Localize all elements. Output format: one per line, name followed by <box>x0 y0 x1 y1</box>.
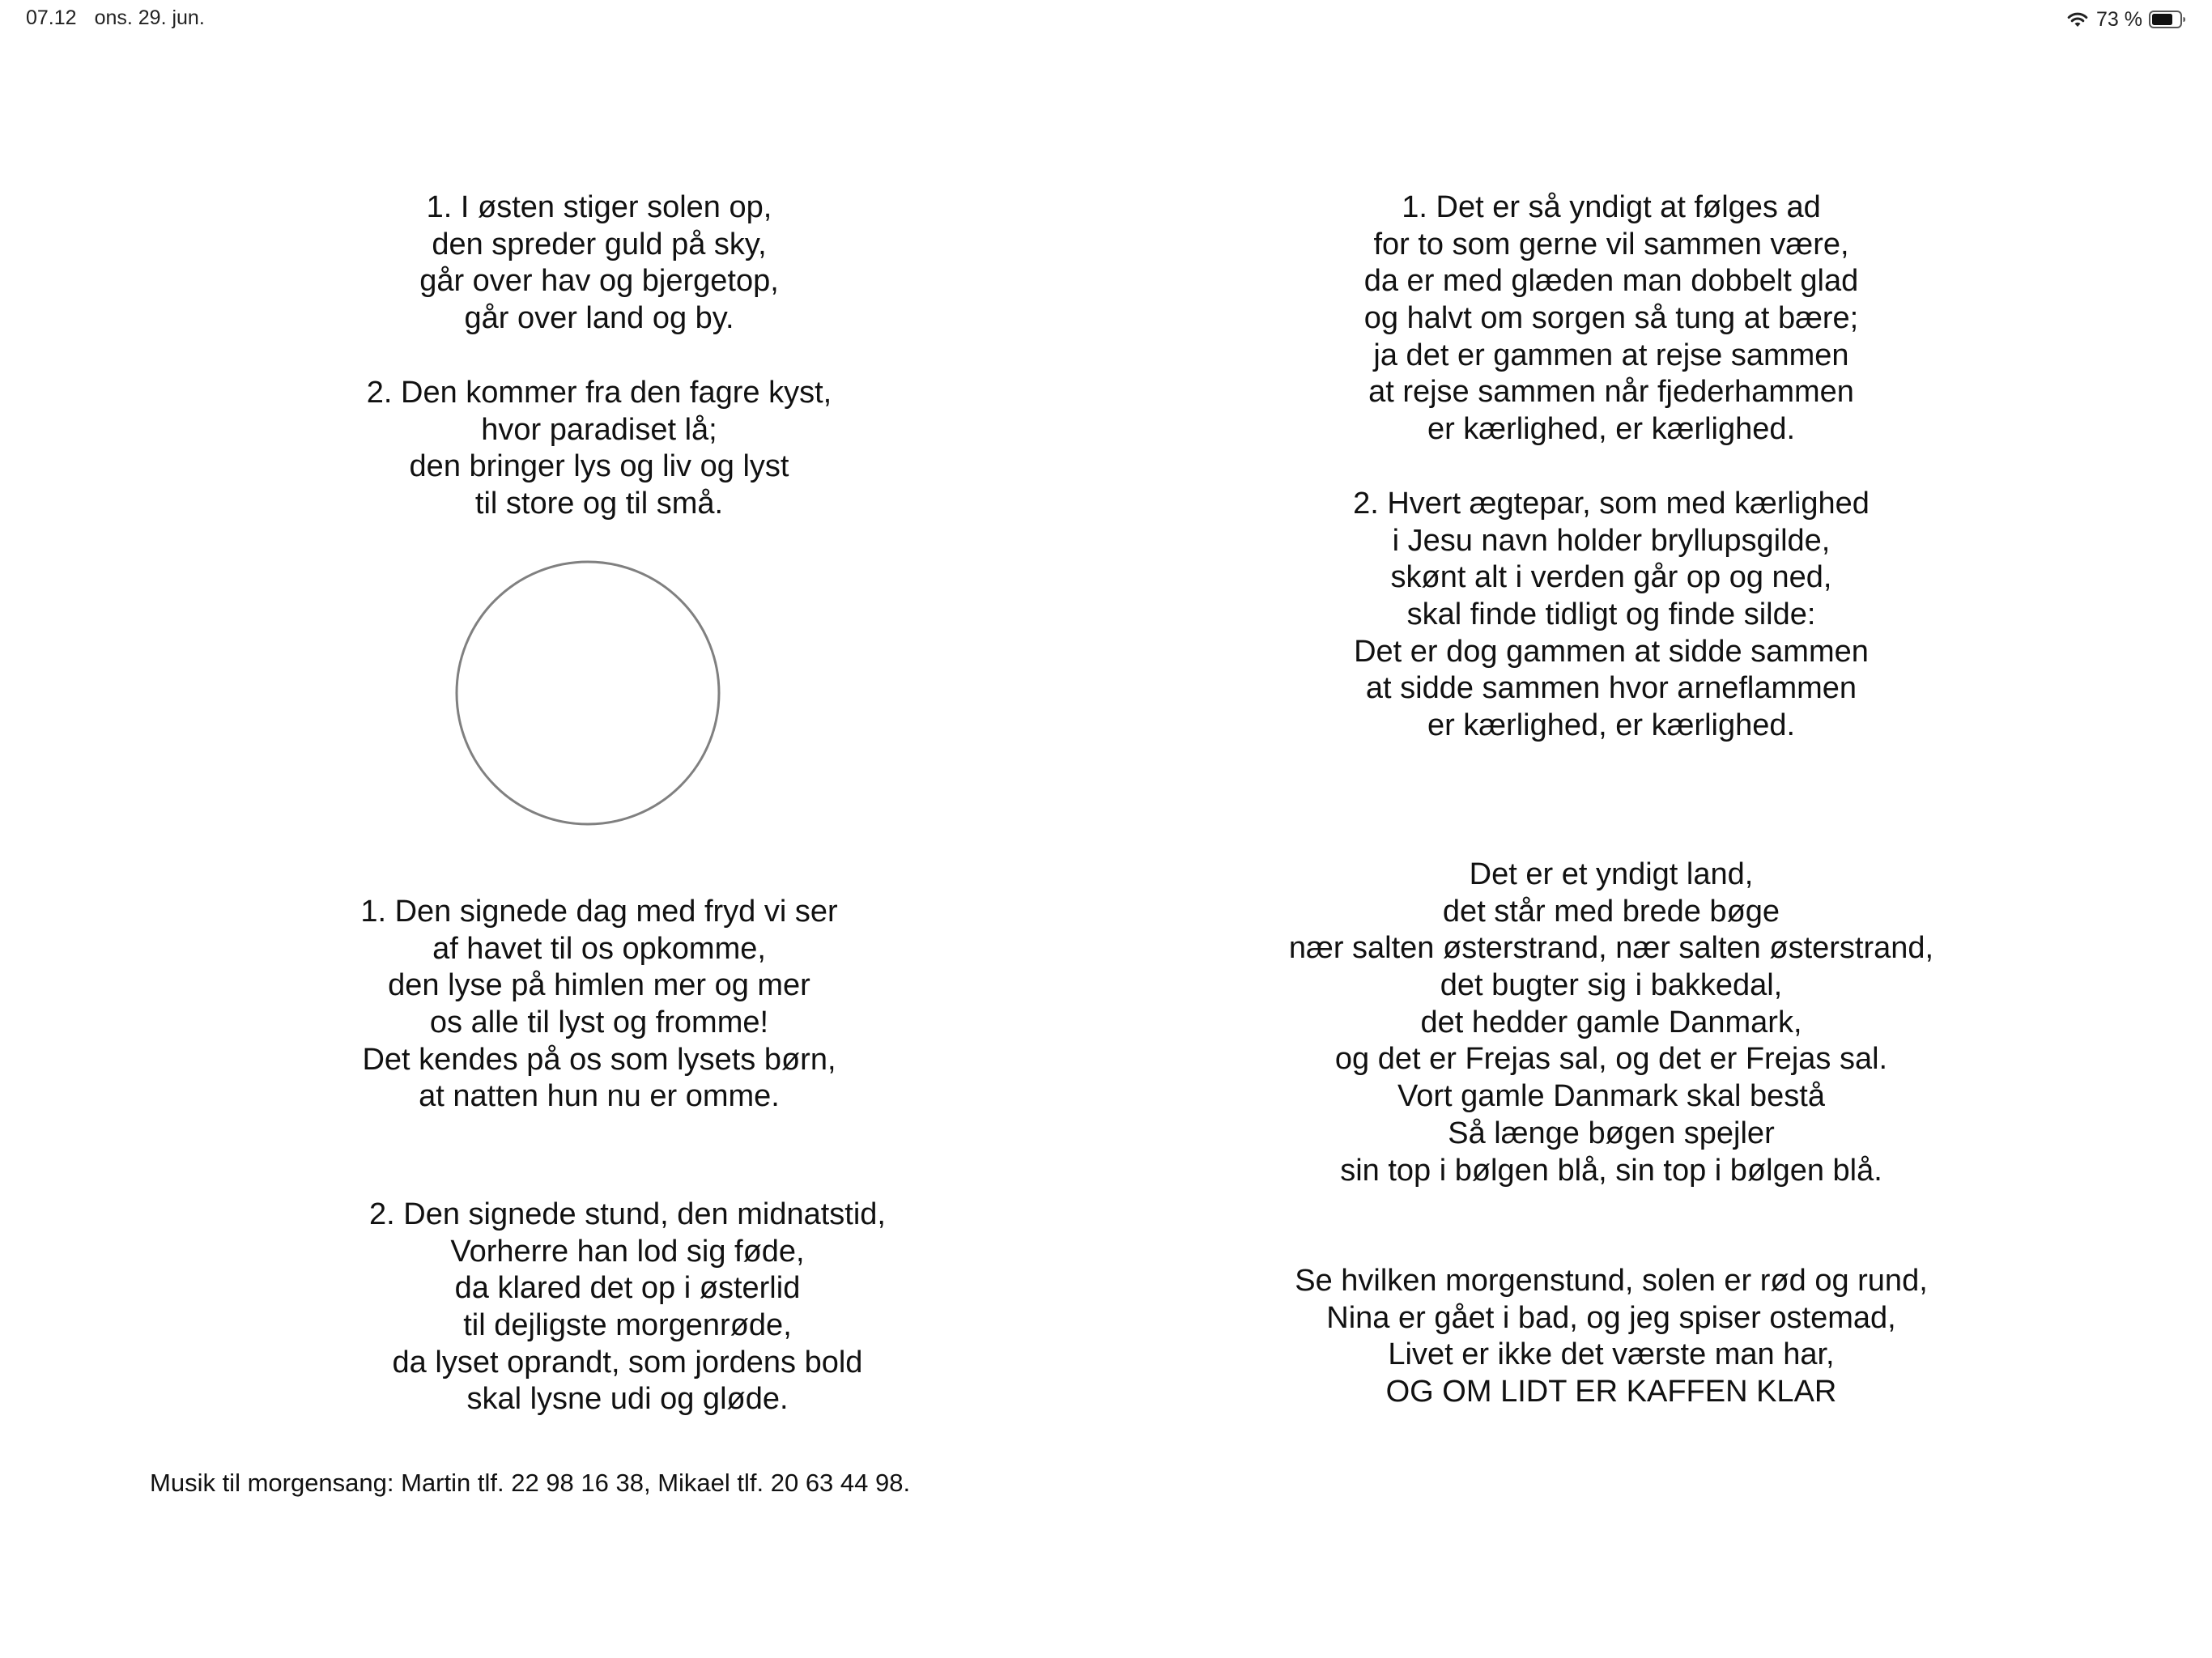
lyric-line: da klared det op i østerlid <box>454 1271 801 1306</box>
song-stanza-right-3 <box>1263 857 1959 1189</box>
lyric-line: af havet til os opkomme, <box>432 931 766 966</box>
status-bar <box>0 0 2212 42</box>
lyric-line: Vorherre han lod sig føde, <box>450 1234 805 1269</box>
footer-note: Musik til morgensang: Martin tlf. 22 98 16 38, Mikael tlf. 20 63 44 98. <box>150 1469 911 1497</box>
lyric-line: 2. Hvert ægtepar, som med kærlighed <box>1353 487 1870 521</box>
lyric-line: at rejse sammen når fjederhammen <box>1368 375 1854 410</box>
song-stanza-left-3 <box>324 894 874 1116</box>
wifi-icon <box>2065 10 2090 29</box>
lyric-line: 2. Den kommer fra den fagre kyst, <box>366 376 832 410</box>
song-stanza-right-2 <box>1295 486 1927 745</box>
lyric-line: og halvt om sorgen så tung at bære; <box>1363 301 1859 336</box>
lyric-line: skal finde tidligt og finde silde: <box>1406 597 1816 632</box>
lyric-line: skal lysne udi og gløde. <box>466 1382 789 1417</box>
lyric-line: for to som gerne vil sammen være, <box>1373 227 1849 261</box>
lyric-line: OG OM LIDT ER KAFFEN KLAR <box>1385 1375 1837 1409</box>
lyric-line: at natten hun nu er omme. <box>419 1079 780 1114</box>
lyric-line: os alle til lyst og fromme! <box>429 1005 769 1040</box>
lyric-line: sin top i bølgen blå, sin top i bølgen blå. <box>1340 1153 1882 1188</box>
lyric-line: i Jesu navn holder bryllupsgilde, <box>1392 523 1831 558</box>
lyric-line: Vort gamle Danmark skal bestå <box>1397 1079 1825 1114</box>
song-stanza-right-1 <box>1295 189 1927 449</box>
lyric-line: Så længe bøgen spejler <box>1448 1116 1775 1150</box>
lyric-line: 1. Det er så yndigt at følges ad <box>1402 190 1821 224</box>
lyric-line: er kærlighed, er kærlighed. <box>1427 412 1796 447</box>
lyric-line: Det er et yndigt land, <box>1469 857 1754 891</box>
lyric-line: skønt alt i verden går op og ned, <box>1390 560 1832 595</box>
lyric-line: til store og til små. <box>474 487 724 521</box>
lyric-line: til dejligste morgenrøde, <box>463 1308 792 1343</box>
lyric-line: 1. Den signede dag med fryd vi ser <box>360 895 838 929</box>
lyric-line: ja det er gammen at rejse sammen <box>1373 338 1849 372</box>
lyric-line: Det kendes på os som lysets børn, <box>362 1042 836 1077</box>
song-stanza-left-1 <box>356 189 842 338</box>
sun-circle <box>455 560 721 826</box>
lyric-line: går over land og by. <box>464 301 734 336</box>
lyric-line: Se hvilken morgenstund, solen er rød og rund, <box>1295 1264 1928 1298</box>
status-left <box>26 6 205 30</box>
lyric-line: det hedder gamle Danmark, <box>1420 1005 1802 1039</box>
status-date: ons. 29. jun. <box>94 6 205 29</box>
status-time: 07.12 <box>26 6 77 29</box>
lyric-line: Det er dog gammen at sidde sammen <box>1354 634 1869 669</box>
battery-icon <box>2149 10 2186 29</box>
song-stanza-left-4 <box>324 1197 931 1418</box>
lyric-line: det står med brede bøge <box>1442 894 1780 929</box>
lyric-line: den lyse på himlen mer og mer <box>388 968 810 1003</box>
lyric-line: den bringer lys og liv og lyst <box>409 449 789 484</box>
lyric-line: Livet er ikke det værste man har, <box>1388 1337 1835 1372</box>
lyric-line: hvor paradiset lå; <box>481 412 717 447</box>
lyric-line: det bugter sig i bakkedal, <box>1440 968 1783 1003</box>
lyric-line: går over hav og bjergetop, <box>419 264 779 299</box>
lyric-line: den spreder guld på sky, <box>432 227 767 261</box>
lyric-line: nær salten østerstrand, nær salten østerstrand, <box>1288 931 1934 966</box>
lyric-line: er kærlighed, er kærlighed. <box>1427 708 1796 743</box>
lyric-line: og det er Frejas sal, og det er Frejas sal. <box>1334 1042 1888 1077</box>
lyric-line: da lyset oprandt, som jordens bold <box>392 1345 863 1380</box>
lyric-line: 2. Den signede stund, den midnatstid, <box>369 1197 886 1231</box>
lyric-line: da er med glæden man dobbelt glad <box>1363 264 1859 299</box>
song-stanza-right-4 <box>1263 1263 1959 1411</box>
lyric-line: at sidde sammen hvor arneflammen <box>1365 671 1857 706</box>
lyric-line: Nina er gået i bad, og jeg spiser ostemad, <box>1326 1300 1896 1335</box>
status-right <box>2065 5 2186 34</box>
song-stanza-left-2 <box>356 375 842 523</box>
lyric-line: 1. I østen stiger solen op, <box>426 190 772 224</box>
battery-percentage: 73 % <box>2096 7 2142 31</box>
